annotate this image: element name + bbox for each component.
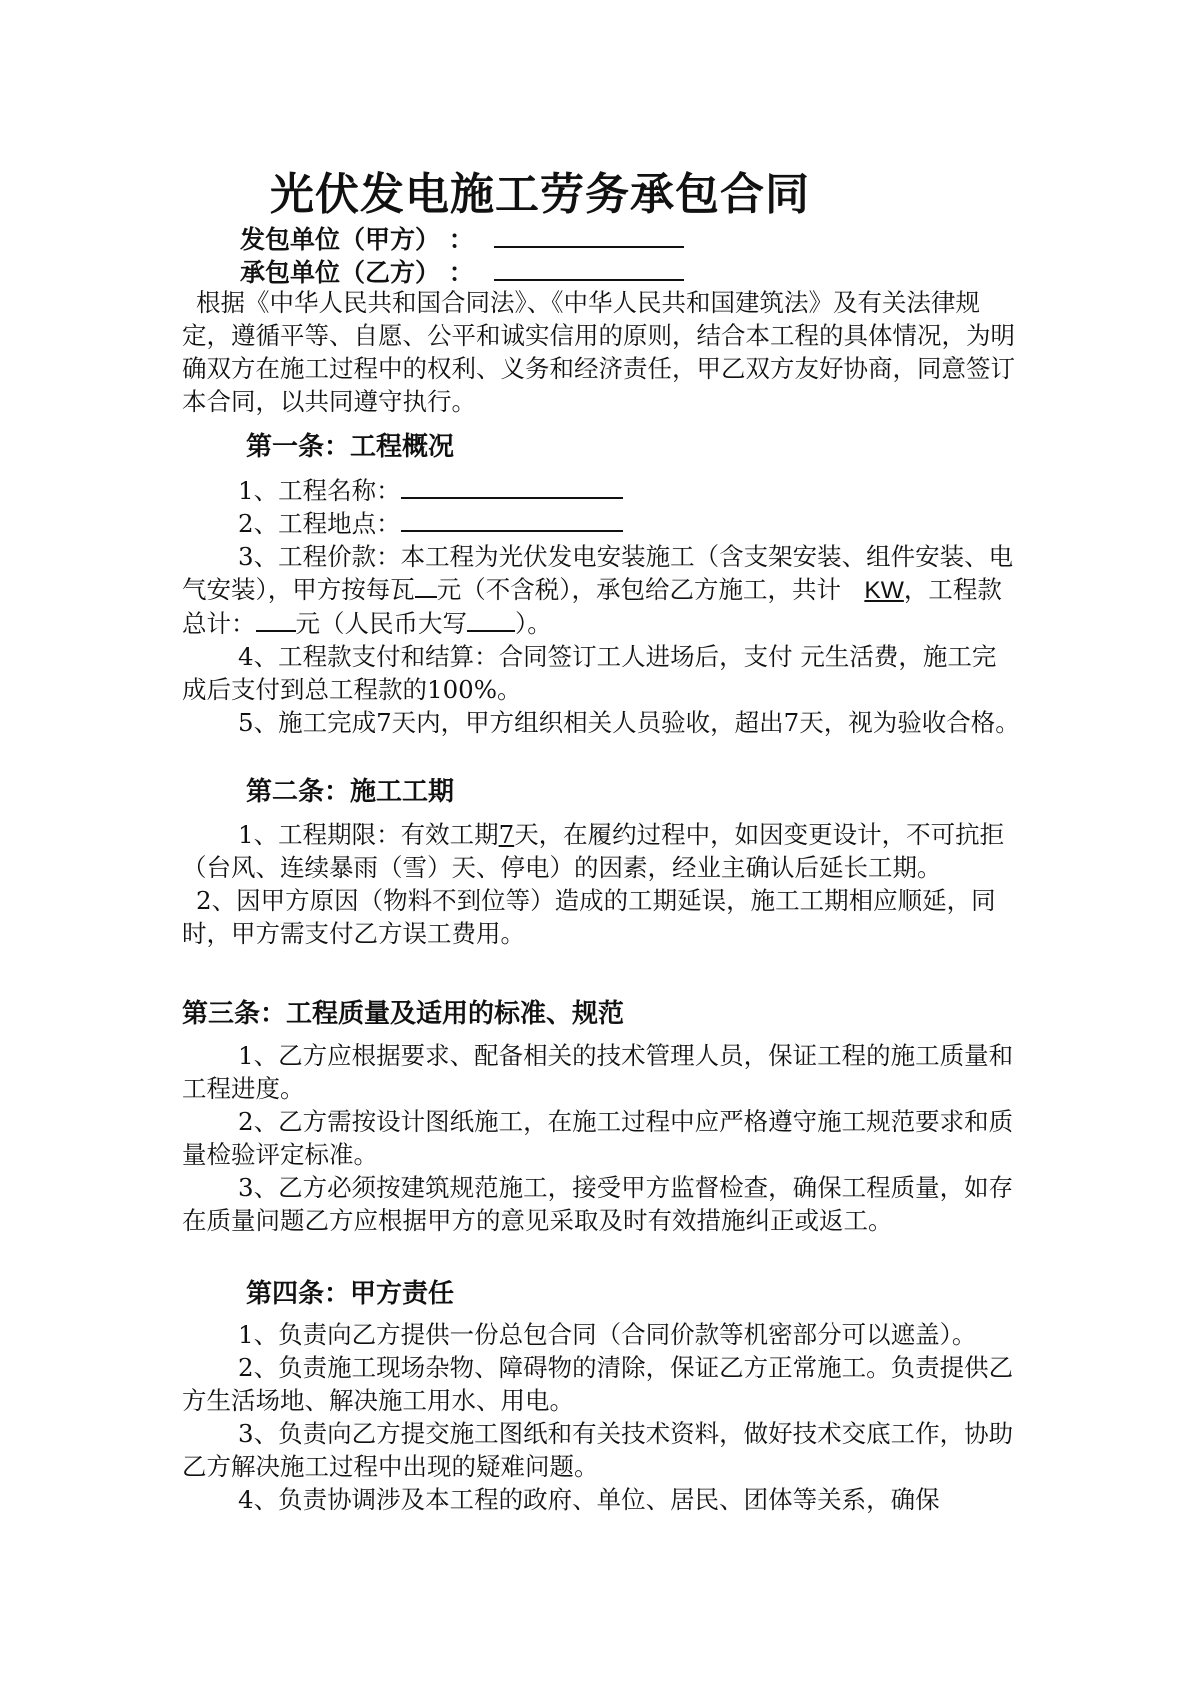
preamble: 根据《中华人民共和国合同法》、《中华人民共和国建筑法》及有关法律规定，遵循平等、自愿、公平和诚实信用的原则，结合本工程的具体情况，为明确双方在施工过程中的权利、义务和经济责任，甲乙双方友好协商，同意签订本合同，以共同遵守执行。 — [182, 288, 1015, 416]
art2-item2: 2、因甲方原因（物料不到位等）造成的工期延误，施工工期相应顺延，同时，甲方需支付乙方误工费用。 — [182, 886, 996, 948]
document-title: 光伏发电施工劳务承包合同 — [270, 169, 810, 220]
kw-unit: KW — [864, 577, 904, 604]
art1-item4: 4、工程款支付和结算：合同签订工人进场后，支付 元生活费，施工完成后支付到总工程款的100%。 — [182, 642, 997, 704]
party-b-label: 承包单位（乙方） ： — [240, 258, 474, 287]
art4-item4: 4、负责协调涉及本工程的政府、单位、居民、团体等关系，确保 — [238, 1485, 940, 1514]
article-2-heading: 第二条：施工工期 — [246, 777, 455, 807]
art4-item1: 1、负责向乙方提供一份总包合同（合同价款等机密部分可以遮盖）。 — [238, 1320, 977, 1349]
preamble-block — [182, 286, 1020, 418]
article-2-body — [182, 818, 1020, 950]
article-3-body — [182, 1039, 1020, 1237]
duration-days: 7 — [498, 820, 515, 849]
article-4-heading: 第四条：甲方责任 — [246, 1279, 455, 1309]
art1-item5: 5、施工完成7天内，甲方组织相关人员验收，超出7天，视为验收合格。 — [238, 708, 1020, 737]
art3-item1: 1、乙方应根据要求、配备相关的技术管理人员，保证工程的施工质量和工程进度。 — [182, 1041, 1014, 1103]
art1-item1: 1、工程名称： — [182, 474, 1020, 507]
art2-item1: 1、工程期限：有效工期7天，在履约过程中，如因变更设计，不可抗拒（台风、连续暴雨（雪）天、停电）的因素，经业主确认后延长工期。 — [182, 820, 1005, 882]
price-per-watt-blank — [415, 574, 437, 598]
amount-in-words-blank — [467, 608, 515, 632]
art4-item3: 3、负责向乙方提交施工图纸和有关技术资料，做好技术交底工作，协助乙方解决施工过程中出现的疑难问题。 — [182, 1419, 1014, 1481]
art1-item3: 3、工程价款：本工程为光伏发电安装施工（含支架安装、组件安装、电气安装），甲方按每瓦 元（不含税），承包给乙方施工，共计 KW，工程款总计： 元（人民币大写 ）。 — [182, 542, 1014, 638]
project-name-blank — [401, 475, 623, 499]
art3-item2: 2、乙方需按设计图纸施工，在施工过程中应严格遵守施工规范要求和质量检验评定标准。 — [182, 1107, 1014, 1169]
article-3-heading: 第三条：工程质量及适用的标准、规范 — [182, 999, 625, 1029]
art4-item2: 2、负责施工现场杂物、障碍物的清除，保证乙方正常施工。负责提供乙方生活场地、解决施工用水、用电。 — [182, 1353, 1014, 1415]
party-b-line — [240, 253, 684, 289]
art1-item2: 2、工程地点： — [182, 507, 1020, 540]
art3-item3: 3、乙方必须按建筑规范施工，接受甲方监督检查，确保工程质量，如存在质量问题乙方应根据甲方的意见采取及时有效措施纠正或返工。 — [182, 1173, 1014, 1235]
total-amount-blank — [256, 608, 296, 632]
article-1-body — [182, 474, 1020, 739]
party-a-line — [240, 220, 684, 256]
article-1-heading: 第一条：工程概况 — [246, 432, 455, 462]
party-a-blank — [494, 222, 684, 248]
party-b-blank — [494, 255, 684, 281]
project-location-blank — [401, 508, 623, 532]
article-4-body — [182, 1318, 1020, 1516]
party-a-label: 发包单位（甲方） ： — [240, 225, 474, 254]
